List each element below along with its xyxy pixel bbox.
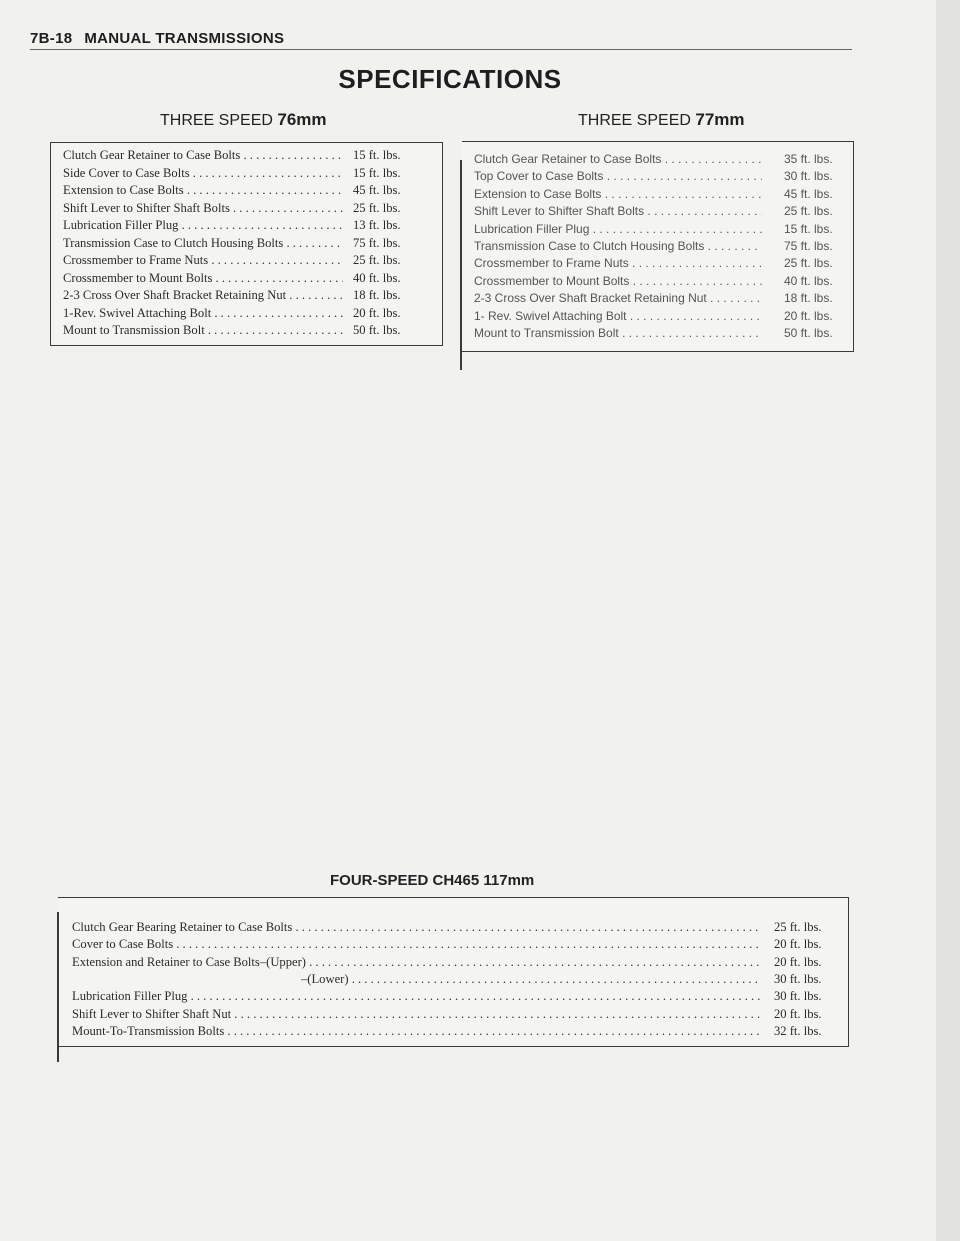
spec-value: 45 ft. lbs. [353, 183, 401, 197]
spec-value: 15 ft. lbs. [784, 221, 833, 236]
spec-row [462, 273, 853, 290]
spec-label: 1-Rev. Swivel Attaching Bolt . . . [63, 305, 343, 322]
left-table-title [160, 110, 327, 130]
spec-row [462, 168, 853, 185]
spec-row [58, 988, 848, 1005]
spec-row [462, 325, 853, 342]
spec-row [51, 200, 442, 217]
spec-row [51, 235, 442, 252]
spec-label: –(Lower) . . . [301, 971, 760, 988]
spec-value: 50 ft. lbs. [784, 326, 833, 340]
spec-label: Clutch Gear Retainer to Case Bolts . . . [63, 147, 343, 164]
spec-label: Shift Lever to Shifter Shaft Nut . . . [72, 1006, 760, 1023]
spec-row [462, 255, 853, 272]
right-spec-table [462, 141, 854, 352]
spec-label: Clutch Gear Bearing Retainer to Case Bolts . . . [72, 919, 760, 936]
spec-row [51, 165, 442, 182]
spec-label: Clutch Gear Retainer to Case Bolts . . . [474, 151, 762, 168]
spec-row [51, 322, 442, 339]
spec-label: 2-3 Cross Over Shaft Bracket Retaining Nut . . . [63, 287, 343, 304]
spec-label: Mount to Transmission Bolt . . . [63, 322, 343, 339]
header-rule [30, 49, 852, 50]
spec-value: 25 ft. lbs. [784, 256, 833, 271]
spec-label: Lubrication Filler Plug . . . [474, 221, 762, 238]
page-number: 7B-18 [30, 30, 73, 47]
spec-row [462, 151, 853, 168]
spec-value: 20 ft. lbs. [774, 954, 822, 969]
spec-label: Extension to Case Bolts . . . [63, 182, 343, 199]
spec-value: 20 ft. lbs. [353, 305, 401, 320]
spec-value: 20 ft. lbs. [774, 937, 822, 952]
spec-label: Mount to Transmission Bolt . . . [474, 325, 762, 342]
spec-value: 13 ft. lbs. [353, 218, 401, 232]
spec-row [462, 221, 853, 238]
spec-label: Cover to Case Bolts . . . [72, 936, 760, 953]
spec-value: 25 ft. lbs. [774, 920, 822, 934]
spec-value: 18 ft. lbs. [353, 288, 401, 302]
spec-value: 50 ft. lbs. [353, 323, 401, 337]
spec-value: 30 ft. lbs. [784, 169, 833, 184]
bottom-table-title [330, 872, 534, 889]
spec-label: Shift Lever to Shifter Shaft Bolts . . . [63, 200, 343, 217]
bottom-spec-table [58, 897, 849, 1047]
spec-row [462, 186, 853, 203]
spec-label: Lubrication Filler Plug . . . [72, 988, 760, 1005]
spec-label: Mount-To-Transmission Bolts . . . [72, 1023, 760, 1040]
bottom-table-title-suffix: CH465 117mm [432, 872, 535, 889]
spec-label: Crossmember to Mount Bolts . . . [474, 273, 762, 290]
spec-label: Lubrication Filler Plug . . . [63, 217, 343, 234]
spec-label: Extension to Case Bolts . . . [474, 186, 762, 203]
spec-row [462, 203, 853, 220]
spec-value: 40 ft. lbs. [784, 273, 833, 288]
page-edge [936, 0, 960, 1241]
spec-row [51, 287, 442, 304]
spec-label: Shift Lever to Shifter Shaft Bolts . . . [474, 203, 762, 220]
spec-label: Crossmember to Frame Nuts . . . [474, 255, 762, 272]
right-table-title-suffix: 77mm [695, 110, 745, 129]
spec-label: Crossmember to Mount Bolts . . . [63, 270, 343, 287]
spec-value: 25 ft. lbs. [353, 200, 401, 215]
page-title: SPECIFICATIONS [338, 64, 562, 94]
spec-label: Transmission Case to Clutch Housing Bolts . . . [474, 238, 762, 255]
spec-label: Extension and Retainer to Case Bolts–(Upper) . . . [72, 954, 760, 971]
spec-row [462, 238, 853, 255]
spec-row [58, 936, 848, 953]
spec-row [58, 1023, 848, 1040]
spec-value: 30 ft. lbs. [774, 989, 822, 1004]
bottom-table-title-prefix: FOUR-SPEED [330, 872, 429, 889]
spec-label: 2-3 Cross Over Shaft Bracket Retaining Nut . . . [474, 290, 762, 307]
spec-row [58, 1006, 848, 1023]
left-table-title-prefix: THREE SPEED [160, 112, 273, 129]
spec-label: 1- Rev. Swivel Attaching Bolt . . . [474, 308, 762, 325]
bottom-table-left-border [57, 912, 59, 1062]
spec-value: 40 ft. lbs. [353, 270, 401, 285]
spec-row [51, 305, 442, 322]
spec-row [51, 147, 442, 164]
spec-row [462, 308, 853, 325]
spec-row [51, 182, 442, 199]
right-table-title [578, 110, 745, 130]
spec-row [51, 252, 442, 269]
left-spec-table [50, 142, 443, 346]
right-table-left-border [460, 160, 462, 370]
spec-value: 15 ft. lbs. [353, 165, 401, 180]
spec-row [51, 217, 442, 234]
spec-value: 18 ft. lbs. [784, 291, 833, 306]
spec-label: Side Cover to Case Bolts . . . [63, 165, 343, 182]
spec-row [58, 971, 848, 988]
spec-row [58, 954, 848, 971]
spec-row [462, 290, 853, 307]
spec-value: 25 ft. lbs. [353, 253, 401, 267]
spec-value: 20 ft. lbs. [784, 308, 833, 323]
spec-value: 75 ft. lbs. [784, 239, 833, 253]
spec-value: 30 ft. lbs. [774, 971, 822, 986]
spec-value: 20 ft. lbs. [774, 1006, 822, 1021]
spec-value: 35 ft. lbs. [784, 152, 833, 166]
spec-row [51, 270, 442, 287]
spec-value: 25 ft. lbs. [784, 204, 833, 219]
spec-value: 32 ft. lbs. [774, 1023, 822, 1038]
spec-label: Top Cover to Case Bolts . . . [474, 168, 762, 185]
spec-label: Crossmember to Frame Nuts . . . [63, 252, 343, 269]
page-header [30, 30, 284, 47]
right-table-title-prefix: THREE SPEED [578, 112, 691, 129]
spec-value: 45 ft. lbs. [784, 186, 833, 201]
section-title: MANUAL TRANSMISSIONS [84, 30, 285, 47]
spec-value: 15 ft. lbs. [353, 148, 401, 162]
spec-label: Transmission Case to Clutch Housing Bolts . . . [63, 235, 343, 252]
spec-value: 75 ft. lbs. [353, 235, 401, 250]
left-table-title-suffix: 76mm [277, 110, 327, 129]
spec-row [58, 919, 848, 936]
